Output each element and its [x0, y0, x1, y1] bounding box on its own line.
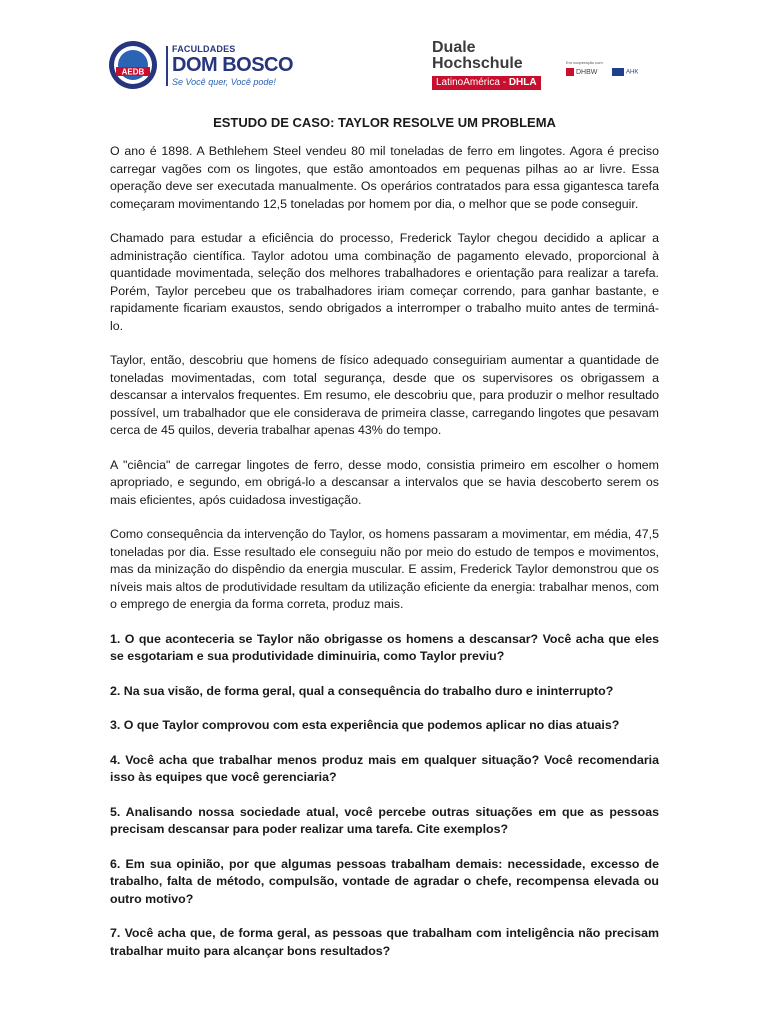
question-5: 5. Analisando nossa sociedade atual, você percebe outras situações em que as pessoas precisam descansar para poder realizar uma tarefa. Cite exemplos?: [110, 804, 659, 836]
dhla-bar-bold: DHLA: [508, 77, 537, 88]
coop-label: Em cooperação com: [566, 60, 603, 65]
dhbw-text: DHBW: [576, 68, 598, 76]
dhla-bar-text: LatinoAmérica -: [436, 77, 509, 88]
dhbw-mark-icon: [566, 68, 574, 76]
ahk-text: AHK: [626, 69, 639, 76]
dhla-bar: [432, 76, 541, 90]
question-3: 3. O que Taylor comprovou com esta experiência que podemos aplicar no dias atuais?: [110, 718, 620, 732]
seal-text: AEDB: [121, 67, 145, 77]
duale-hochschule-logo: [432, 40, 562, 96]
brand-name: DOM BOSCO: [172, 54, 294, 76]
question-2: 2. Na sua visão, de forma geral, qual a consequência do trabalho duro e ininterrupto?: [110, 683, 614, 698]
paragraph-4: A "ciência" de carregar lingotes de ferro, desse modo, consistia primeiro em escolher o homem apropriado, e segundo, em obrigá-lo a descansar a intervalos que se havia descoberto serem os mais eficientes, após cuidadosa investigação.: [110, 457, 659, 507]
duale-line2: Hochschule: [432, 55, 523, 72]
brand-small: FACULDADES: [172, 44, 236, 54]
dom-bosco-logo: [108, 40, 308, 92]
question-6: 6. Em sua opinião, por que algumas pessoas trabalham demais: necessidade, excesso de trabalho, falta de método, compulsão, vontade de agradar o chefe, recompensa elevada ou outro motivo?: [110, 856, 659, 906]
brand-text: [172, 44, 293, 88]
question-4: 4. Você acha que trabalhar menos produz mais em qualquer situação? Você recomendaria isso às equipes que você gerenciaria?: [110, 752, 659, 784]
paragraph-2: Chamado para estudar a eficiência do processo, Frederick Taylor chegou decidido a aplicar a administração científica. Taylor adotou uma combinação de pagamento elevado, proporcional à quantidade movimentada, seleção dos melhores trabalhadores e orientação para realizar a tarefa. Porém, Taylor percebeu que os trabalhadores iriam começar correndo, para ganhar bastante, e rapidamente ficariam exaustos, sendo obrigados a interromper o trabalho muito antes de terminá-lo.: [110, 231, 659, 333]
partner-logos: [566, 60, 666, 90]
page-header: [0, 0, 768, 110]
ahk-logo: [612, 68, 638, 76]
brand-tagline: Se Você quer, Você pode!: [172, 77, 276, 87]
question-7: 7. Você acha que, de forma geral, as pessoas que trabalham com inteligência não precisam trabalhar muito para alcançar bons resultados?: [110, 926, 659, 958]
document-body: [110, 114, 659, 977]
paragraph-1: O ano é 1898. A Bethlehem Steel vendeu 80 mil toneladas de ferro em lingotes. Agora é preciso carregar vagões com os lingotes, que estão amontoados em pequenas pilhas ao ar livre. Essa operação deve ser executada manualmente. Os operários contratados para essa gigantesca tarefa começaram movimentando 12,5 toneladas por homem por dia, o melhor que se pode conseguir.: [110, 144, 659, 211]
paragraph-5: Como consequência da intervenção do Taylor, os homens passaram a movimentar, em média, 47,5 toneladas por dia. Esse resultado ele conseguiu não por meio do estudo de tempos e movimentos, mas da minização do dispêndio da energia muscular. E assim, Frederick Taylor demonstrou que os níveis mais altos de produtividade resultam da utilização eficiente da energia: trabalhar menos, com o emprego de energia da forma correta, produz mais.: [110, 527, 659, 611]
dhbw-logo: [566, 68, 597, 76]
brand-divider: [166, 46, 168, 86]
paragraph-3: Taylor, então, descobriu que homens de físico adequado conseguiriam aumentar a quantidade de toneladas movimentadas, com total segurança, desde que os supervisores os obrigassem a descansar a intervalos frequentes. Em resumo, ele descobriu que, para produzir o melhor resultado possível, um trabalhador que ele considerava de primeira classe, carregando lingotes que pesavam cerca de 45 quilos, deveria trabalhar apenas 43% do tempo.: [110, 353, 659, 437]
aedb-seal-icon: [108, 40, 158, 90]
ahk-mark-icon: [612, 68, 624, 76]
question-1: 1. O que aconteceria se Taylor não obrigasse os homens a descansar? Você acha que eles se esgotariam e sua produtividade diminuiria, como Taylor previu?: [110, 631, 659, 663]
duale-line1: Duale: [432, 39, 476, 56]
document-title: ESTUDO DE CASO: TAYLOR RESOLVE UM PROBLEMA: [213, 115, 556, 130]
